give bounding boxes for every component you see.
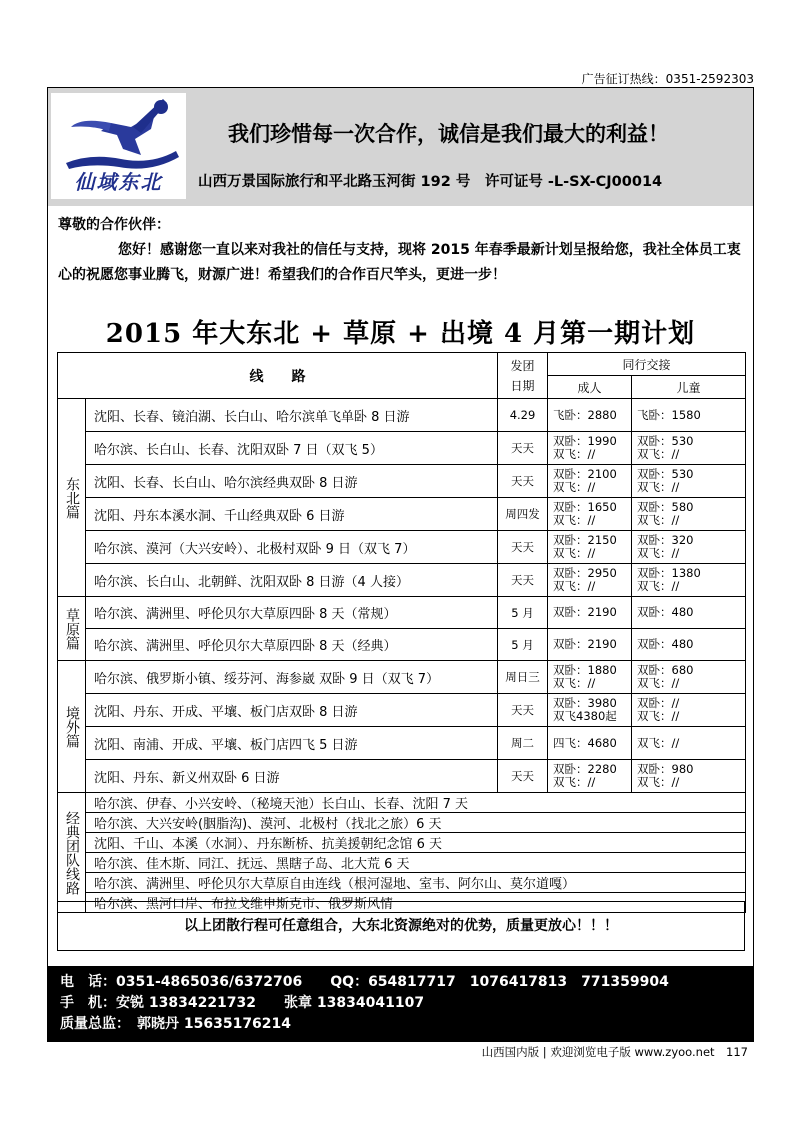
category-label: 经典团队线路: [58, 793, 86, 913]
classic-route: 哈尔滨、满洲里、呼伦贝尔大草原自由连线（根河湿地、室韦、阿尔山、莫尔道嘎）: [86, 873, 746, 893]
classic-row: [58, 833, 746, 853]
adult-price: 双卧：2190: [548, 597, 632, 629]
route-date: 天天: [498, 432, 548, 465]
child-price: 双卧：480: [632, 597, 746, 629]
route-date: 5 月: [498, 629, 548, 661]
table-row: [58, 597, 746, 629]
route-name: 哈尔滨、长白山、长春、沈阳双卧 7 日（双飞 5）: [86, 432, 498, 465]
table-row: [58, 661, 746, 694]
ad-hotline: 广告征订热线：0351-2592303: [581, 72, 754, 86]
header-adult: 成人: [548, 376, 632, 399]
route-table: [57, 352, 746, 913]
greeting-body: 您好！感谢您一直以来对我社的信任与支持，现将 2015 年春季最新计划呈报给您，我社全体员工衷心的祝愿您事业腾飞，财源广进！希望我们的合作百尺竿头，更进一步！: [58, 242, 741, 283]
header-child: 儿童: [632, 376, 746, 399]
slogan: 我们珍惜每一次合作，诚信是我们最大的利益！: [228, 121, 669, 146]
route-name: 沈阳、长春、长白山、哈尔滨经典双卧 8 日游: [86, 465, 498, 498]
skier-logo-icon: [51, 93, 186, 173]
child-price: 双飞：//: [632, 727, 746, 760]
route-date: 5 月: [498, 597, 548, 629]
route-date: 4.29: [498, 399, 548, 432]
contact-supervisor: 质量总监： 郭晓丹 15635176214: [60, 1016, 292, 1032]
route-date: 天天: [498, 760, 548, 793]
route-name: 沈阳、长春、镜泊湖、长白山、哈尔滨单飞单卧 8 日游: [86, 399, 498, 432]
classic-route: 沈阳、千山、本溪（水洞）、丹东断桥、抗美援朝纪念馆 6 天: [86, 833, 746, 853]
footer-note: 以上团散行程可任意组合，大东北资源绝对的优势，质量更放心！！！: [57, 901, 745, 951]
adult-price: 双卧：1880 双飞：//: [548, 661, 632, 694]
adult-price: 四飞：4680: [548, 727, 632, 760]
child-price: 双卧：680 双飞：//: [632, 661, 746, 694]
table-row: [58, 498, 746, 531]
route-date: 天天: [498, 564, 548, 597]
table-row: [58, 465, 746, 498]
adult-price: 双卧：3980 双飞4380起: [548, 694, 632, 727]
greeting: [58, 213, 748, 288]
classic-row: [58, 853, 746, 873]
child-price: 双卧：// 双飞：//: [632, 694, 746, 727]
table-row: [58, 399, 746, 432]
table-row: [58, 727, 746, 760]
route-date: 周日三: [498, 661, 548, 694]
classic-route: 哈尔滨、黑河口岸、布拉戈维申斯克市、俄罗斯风情: [86, 893, 746, 913]
child-price: 双卧：320 双飞：//: [632, 531, 746, 564]
route-name: 哈尔滨、满洲里、呼伦贝尔大草原四卧 8 天（常规）: [86, 597, 498, 629]
contact-block: [48, 966, 753, 1042]
route-name: 哈尔滨、满洲里、呼伦贝尔大草原四卧 8 天（经典）: [86, 629, 498, 661]
route-date: 天天: [498, 465, 548, 498]
agency-info: 山西万景国际旅行和平北路玉河街 192 号 许可证号 -L-SX-CJ00014: [198, 174, 663, 190]
child-price: 双卧：530 双飞：//: [632, 465, 746, 498]
route-name: 沈阳、丹东、开成、平壤、板门店双卧 8 日游: [86, 694, 498, 727]
classic-route: 哈尔滨、佳木斯、同江、抚远、黑瞎子岛、北大荒 6 天: [86, 853, 746, 873]
classic-route: 哈尔滨、大兴安岭(胭脂沟)、漠河、北极村（找北之旅）6 天: [86, 813, 746, 833]
logo-text: 仙域东北: [74, 170, 163, 194]
classic-row: [58, 793, 746, 813]
contact-phone: 电 话：0351-4865036/6372706 QQ：654817717 1076417813 771359904: [60, 974, 669, 990]
route-name: 哈尔滨、长白山、北朝鲜、沈阳双卧 8 日游（4 人接）: [86, 564, 498, 597]
adult-price: 双卧：2100 双飞：//: [548, 465, 632, 498]
table-row: [58, 564, 746, 597]
adult-price: 双卧：2950 双飞：//: [548, 564, 632, 597]
contact-mobile: 手 机：安锐 13834221732 张章 13834041107: [60, 995, 425, 1011]
child-price: 双卧：480: [632, 629, 746, 661]
route-name: 沈阳、南浦、开成、平壤、板门店四飞 5 日游: [86, 727, 498, 760]
child-price: 飞卧：1580: [632, 399, 746, 432]
adult-price: 双卧：2190: [548, 629, 632, 661]
adult-price: 双卧：1990 双飞：//: [548, 432, 632, 465]
child-price: 双卧：1380 双飞：//: [632, 564, 746, 597]
ad-frame: [47, 87, 754, 1042]
category-label: 境外篇: [58, 661, 86, 793]
header-banner: [48, 88, 753, 206]
route-name: 沈阳、丹东、新义州双卧 6 日游: [86, 760, 498, 793]
logo: [51, 93, 186, 199]
greeting-salutation: 尊敬的合作伙伴：: [58, 217, 170, 233]
plan-title: 2015 年大东北 + 草原 + 出境 4 月第一期计划: [105, 319, 696, 349]
adult-price: 双卧：2280 双飞：//: [548, 760, 632, 793]
table-header-row: [58, 353, 746, 376]
child-price: 双卧：530 双飞：//: [632, 432, 746, 465]
table-row: [58, 694, 746, 727]
route-name: 哈尔滨、漠河（大兴安岭）、北极村双卧 9 日（双飞 7）: [86, 531, 498, 564]
page-footer: 山西国内版 | 欢迎浏览电子版 www.zyoo.net 117: [481, 1045, 748, 1059]
route-date: 周四发: [498, 498, 548, 531]
route-name: 沈阳、丹东本溪水洞、千山经典双卧 6 日游: [86, 498, 498, 531]
adult-price: 双卧：2150 双飞：//: [548, 531, 632, 564]
classic-row: [58, 873, 746, 893]
child-price: 双卧：580 双飞：//: [632, 498, 746, 531]
table-row: [58, 432, 746, 465]
classic-route: 哈尔滨、伊春、小兴安岭、（秘境天池）长白山、长春、沈阳 7 天: [86, 793, 746, 813]
adult-price: 双卧：1650 双飞：//: [548, 498, 632, 531]
category-label: 东北篇: [58, 399, 86, 597]
table-row: [58, 629, 746, 661]
header-route: 线 路: [58, 353, 498, 399]
table-row: [58, 760, 746, 793]
header-date: 发团日期: [498, 353, 548, 399]
classic-row: [58, 813, 746, 833]
route-date: 天天: [498, 694, 548, 727]
route-date: 周二: [498, 727, 548, 760]
adult-price: 飞卧：2880: [548, 399, 632, 432]
route-date: 天天: [498, 531, 548, 564]
header-peer: 同行交接: [548, 353, 746, 376]
route-name: 哈尔滨、俄罗斯小镇、绥芬河、海参崴 双卧 9 日（双飞 7）: [86, 661, 498, 694]
category-label: 草原篇: [58, 597, 86, 661]
table-row: [58, 531, 746, 564]
child-price: 双卧：980 双飞：//: [632, 760, 746, 793]
